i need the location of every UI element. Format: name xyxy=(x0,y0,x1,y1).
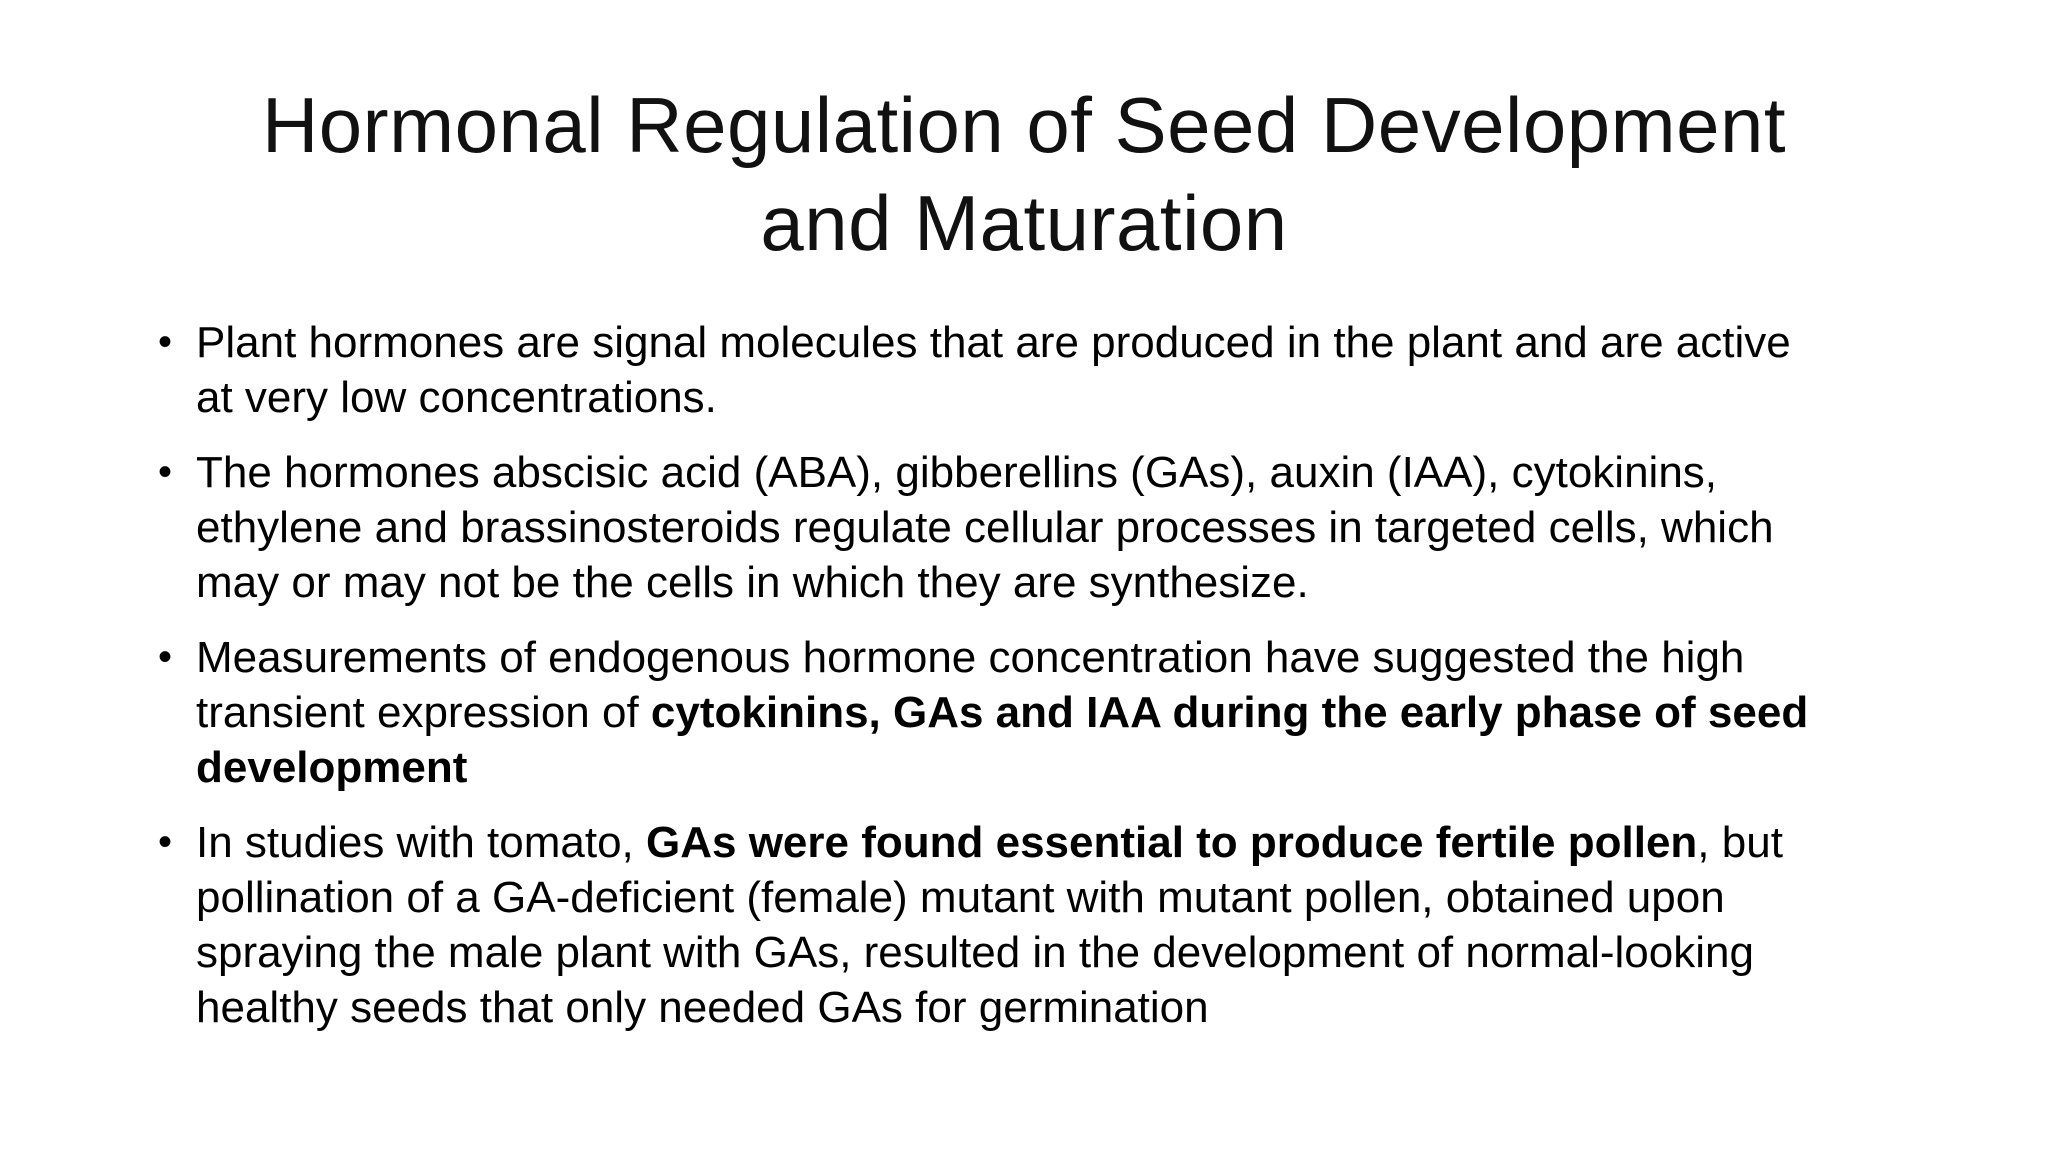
bullet-line xyxy=(196,815,1918,870)
title-line: and Maturation xyxy=(760,179,1288,267)
bullet-plain-text: transient expression of xyxy=(196,688,651,737)
bullet-bold-text: GAs were found essential to produce fertile pollen xyxy=(646,818,1698,867)
bullet-text xyxy=(196,630,1918,795)
bullet-plain-text: In studies with tomato, xyxy=(196,818,646,867)
bullet-line: spraying the male plant with GAs, resulted in the development of normal-looking xyxy=(196,928,1754,977)
bullet-line: at very low concentrations. xyxy=(196,373,717,422)
bullet-item xyxy=(158,315,1918,425)
bullet-bold-text: development xyxy=(196,743,468,792)
bullet-line: healthy seeds that only needed GAs for germination xyxy=(196,983,1209,1032)
bullet-line: pollination of a GA-deficient (female) mutant with mutant pollen, obtained upon xyxy=(196,873,1725,922)
bullet-item xyxy=(158,445,1918,610)
bullet-line: Plant hormones are signal molecules that are produced in the plant and are active xyxy=(196,318,1791,367)
bullet-item xyxy=(158,630,1918,795)
bullet-bold-text: cytokinins, GAs and IAA during the early phase of seed xyxy=(650,688,1809,737)
bullet-dot-icon: • xyxy=(158,635,173,679)
bullet-line xyxy=(196,685,1918,740)
bullet-plain-text: , but xyxy=(1697,818,1783,867)
bullet-line: may or may not be the cells in which they are synthesize. xyxy=(196,558,1309,607)
bullet-text xyxy=(196,815,1918,1035)
bullet-dot-icon: • xyxy=(158,450,173,494)
bullet-list xyxy=(158,315,1918,1055)
bullet-item xyxy=(158,815,1918,1035)
bullet-line xyxy=(196,740,1918,795)
slide-title xyxy=(140,76,1908,272)
bullet-dot-icon: • xyxy=(158,320,173,364)
bullet-line: The hormones abscisic acid (ABA), gibberellins (GAs), auxin (IAA), cytokinins, xyxy=(196,448,1718,497)
bullet-dot-icon: • xyxy=(158,820,173,864)
bullet-line: ethylene and brassinosteroids regulate cellular processes in targeted cells, which xyxy=(196,503,1774,552)
bullet-text xyxy=(196,445,1918,610)
title-line: Hormonal Regulation of Seed Development xyxy=(261,81,1787,169)
bullet-text xyxy=(196,315,1918,425)
bullet-line: Measurements of endogenous hormone concentration have suggested the high xyxy=(196,633,1745,682)
